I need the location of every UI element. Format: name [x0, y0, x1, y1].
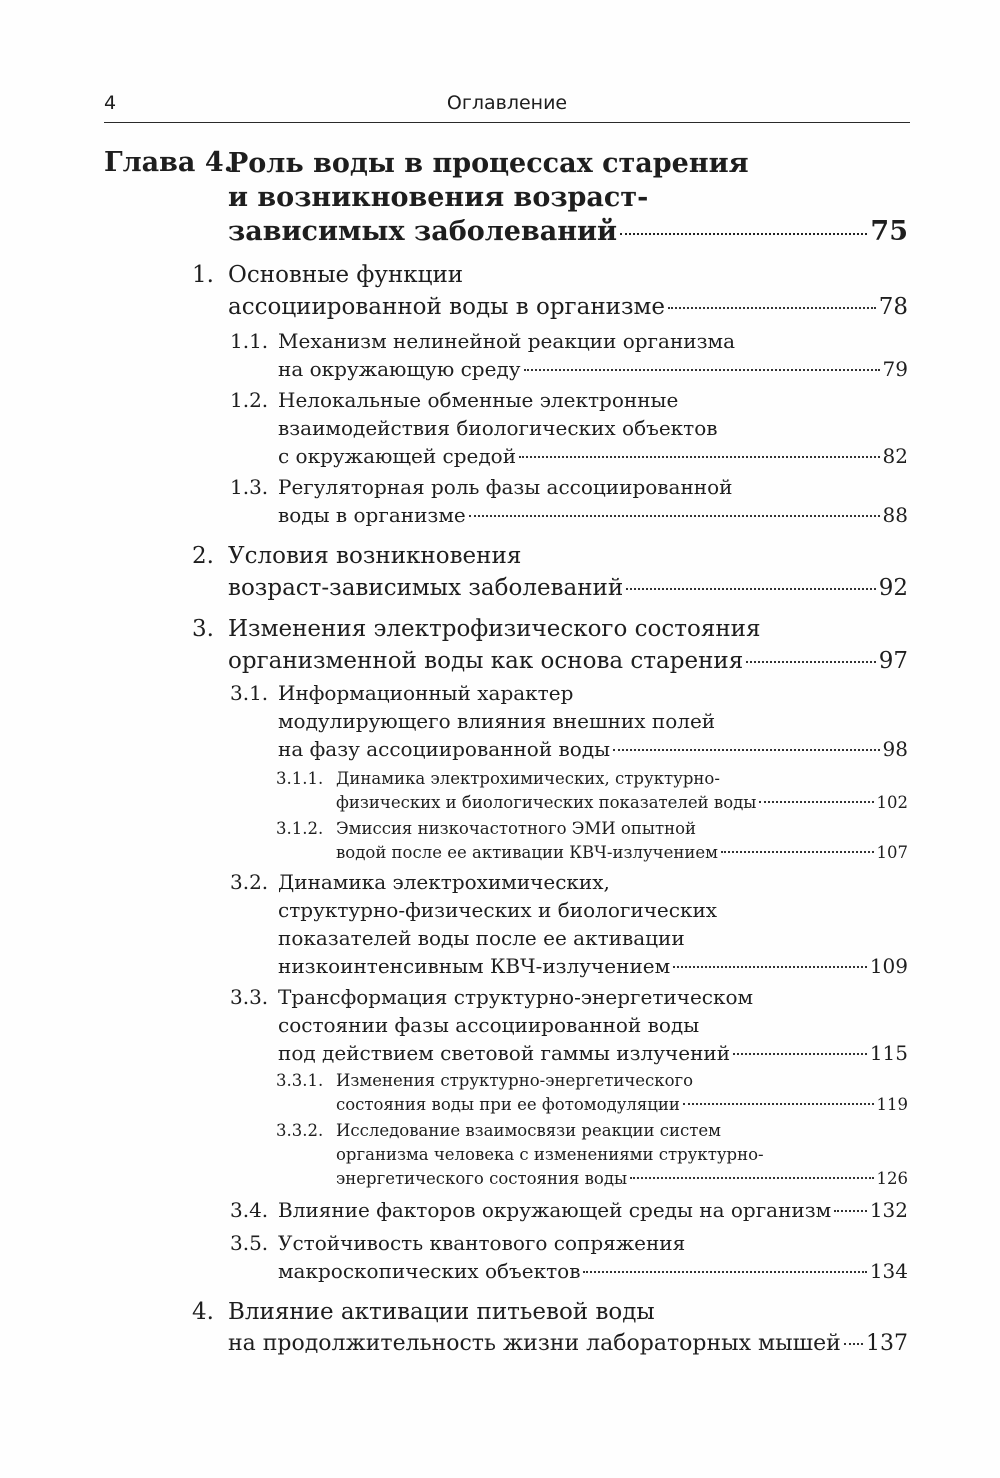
toc-entry-3-3-1[interactable]	[276, 1069, 908, 1117]
page-ref: 92	[878, 575, 908, 601]
dot-leader	[733, 1053, 867, 1055]
section-number: 3.3.2.	[276, 1121, 324, 1140]
dot-leader	[673, 966, 867, 968]
page-ref: 79	[882, 357, 908, 381]
page-ref: 107	[876, 843, 908, 862]
section-number: 3.5.	[230, 1231, 269, 1255]
entry-title-line: энергетического состояния воды	[336, 1169, 628, 1188]
entry-title-line: Условия возникновения	[228, 543, 522, 569]
page-ref: 109	[869, 954, 908, 978]
section-number: 3.3.	[230, 985, 269, 1009]
page-ref: 115	[869, 1041, 908, 1065]
entry-title-line: ассоциированной воды в организме	[228, 294, 666, 320]
section-number: 1.2.	[230, 388, 269, 412]
entry-title-line: физических и биологических показателей воды	[336, 793, 757, 812]
dot-leader	[844, 1343, 863, 1345]
entry-title-line: Исследование взаимосвязи реакции систем	[336, 1121, 721, 1140]
entry-title-line: с окружающей средой	[278, 444, 517, 468]
dot-leader	[469, 515, 880, 517]
toc-entry-3-1-1[interactable]	[276, 767, 908, 815]
section-number: 4.	[192, 1299, 214, 1325]
section-number: 3.4.	[230, 1198, 269, 1222]
entry-title-line: Динамика электрохимических, структурно-	[336, 769, 720, 788]
running-title: Оглавление	[446, 92, 568, 114]
dot-leader	[626, 588, 876, 590]
dot-leader	[524, 369, 880, 371]
toc-entry-3-1[interactable]	[230, 679, 908, 763]
page-ref: 126	[876, 1169, 908, 1188]
entry-title-line: Устойчивость квантового сопряжения	[278, 1231, 686, 1255]
toc-entry-1-1[interactable]	[230, 327, 908, 383]
section-number: 1.3.	[230, 475, 269, 499]
entry-title-line: возраст-зависимых заболеваний	[228, 575, 624, 601]
entry-title-line: Трансформация структурно-энергетическом	[278, 985, 754, 1009]
page-ref: 137	[866, 1331, 908, 1356]
entry-title-line: воды в организме	[278, 503, 466, 527]
entry-title-line: Нелокальные обменные электронные	[278, 388, 679, 412]
chapter-title-line: зависимых заболеваний	[228, 216, 618, 247]
dot-leader	[759, 801, 873, 803]
page-ref: 132	[869, 1198, 908, 1222]
dot-leader	[668, 307, 876, 309]
dot-leader	[613, 749, 879, 751]
section-number: 1.	[192, 262, 214, 288]
toc-entry-3-2[interactable]	[230, 868, 908, 980]
entry-title-line: низкоинтенсивным КВЧ-излучением	[278, 954, 671, 978]
page-number: 4	[104, 92, 117, 114]
dot-leader	[834, 1210, 867, 1212]
page-ref: 97	[878, 648, 908, 674]
toc-entry-3-3[interactable]	[230, 983, 908, 1067]
entry-title-line: состояния воды при ее фотомодуляции	[336, 1095, 680, 1114]
running-header	[104, 88, 910, 123]
dot-leader	[630, 1177, 873, 1179]
toc-entry-3-3-2[interactable]	[276, 1119, 908, 1191]
entry-title-line: на продолжительность жизни лабораторных мышей	[228, 1331, 841, 1356]
section-number: 3.1.1.	[276, 769, 324, 788]
entry-title-line: организменной воды как основа старения	[228, 648, 744, 674]
dot-leader	[519, 456, 880, 458]
page-ref: 75	[870, 216, 908, 247]
chapter-title-line: и возникновения возраст-	[228, 182, 649, 213]
entry-title-line: показателей воды после ее активации	[278, 926, 685, 950]
toc-entry-1-3[interactable]	[230, 473, 908, 529]
page-ref: 134	[869, 1259, 908, 1283]
section-number: 2.	[192, 543, 214, 569]
entry-title-line: Динамика электрохимических,	[278, 870, 610, 894]
dot-leader	[721, 851, 874, 853]
entry-title-line: Механизм нелинейной реакции организма	[278, 329, 735, 353]
entry-title-line: взаимодействия биологических объектов	[278, 416, 718, 440]
toc-entry-1[interactable]	[192, 259, 908, 323]
entry-title-line: структурно-физических и биологических	[278, 898, 718, 922]
chapter-title-line: Роль воды в процессах старения	[228, 148, 749, 179]
entry-title-line: макроскопических объектов	[278, 1259, 581, 1283]
toc-entry-3[interactable]	[192, 613, 908, 677]
page-ref: 82	[882, 444, 908, 468]
entry-title-line: Регуляторная роль фазы ассоциированной	[278, 475, 733, 499]
section-number: 3.1.	[230, 681, 269, 705]
section-number: 3.1.2.	[276, 819, 324, 838]
toc-entry-3-5[interactable]	[230, 1229, 908, 1285]
section-number: 3.	[192, 616, 214, 642]
dot-leader	[683, 1103, 874, 1105]
chapter-title[interactable]	[228, 147, 908, 249]
entry-title-line: организма человека с изменениями структурно-	[336, 1145, 764, 1164]
toc-entry-3-1-2[interactable]	[276, 817, 908, 865]
entry-title-line: Изменения электрофизического состояния	[228, 616, 761, 642]
page-ref: 119	[876, 1095, 908, 1114]
entry-title-line: Основные функции	[228, 262, 464, 288]
entry-title-line: модулирующего влияния внешних полей	[278, 709, 716, 733]
toc-entry-1-2[interactable]	[230, 386, 908, 470]
entry-title-line: состоянии фазы ассоциированной воды	[278, 1013, 700, 1037]
toc-entry-4[interactable]	[192, 1296, 908, 1360]
entry-title-line: водой после ее активации КВЧ-излучением	[336, 843, 718, 862]
toc-entry-3-4[interactable]	[230, 1196, 908, 1224]
toc-entry-2[interactable]	[192, 540, 908, 604]
dot-leader	[746, 661, 875, 663]
entry-title-line: Эмиссия низкочастотного ЭМИ опытной	[336, 819, 697, 838]
page-ref: 102	[876, 793, 908, 812]
section-number: 3.2.	[230, 870, 269, 894]
section-number: 1.1.	[230, 329, 269, 353]
entry-title-line: под действием световой гаммы излучений	[278, 1041, 731, 1065]
page-ref: 88	[882, 503, 908, 527]
entry-title-line: Информационный характер	[278, 681, 574, 705]
entry-title-line: на фазу ассоциированной воды	[278, 737, 611, 761]
page-ref: 78	[878, 294, 908, 320]
entry-title-line: Влияние активации питьевой воды	[228, 1299, 655, 1325]
section-number: 3.3.1.	[276, 1071, 324, 1090]
chapter-label: Глава 4.	[104, 147, 234, 178]
entry-title-line: на окружающую среду	[278, 357, 521, 381]
dot-leader	[620, 233, 867, 235]
entry-title-line: Изменения структурно-энергетического	[336, 1071, 694, 1090]
dot-leader	[583, 1271, 866, 1273]
page-ref: 98	[882, 737, 908, 761]
entry-title-line: Влияние факторов окружающей среды на организм	[278, 1198, 832, 1222]
